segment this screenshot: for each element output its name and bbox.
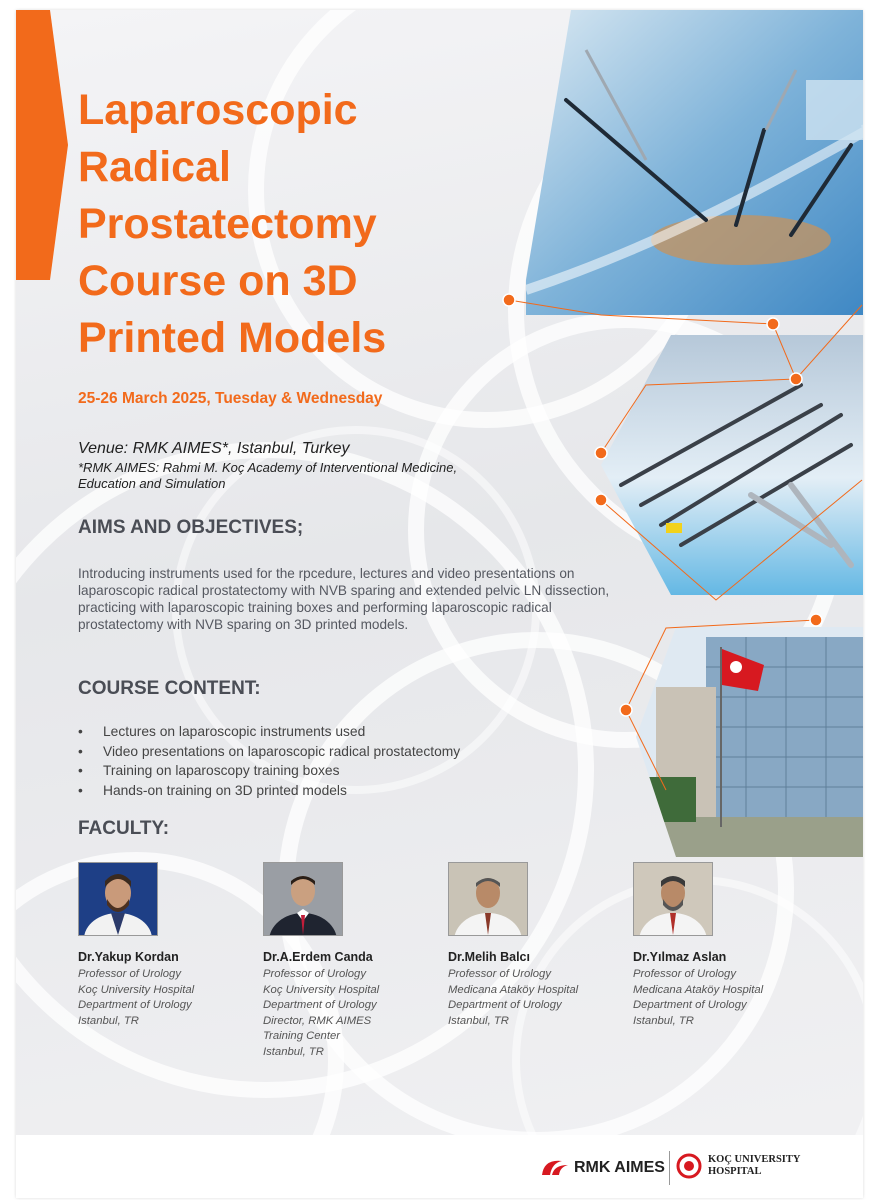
rmk-aims-logo-icon bbox=[540, 1157, 570, 1179]
course-content-heading: COURSE CONTENT: bbox=[78, 678, 261, 699]
faculty-heading: FACULTY: bbox=[78, 818, 170, 839]
faculty-details: Professor of Urology Medicana Ataköy Hospital Department of Urology Istanbul, TR bbox=[448, 968, 579, 1027]
avatar bbox=[633, 862, 713, 936]
faculty-name: Dr.Melih Balcı bbox=[448, 950, 530, 964]
course-date: 25-26 March 2025, Tuesday & Wednesday bbox=[78, 390, 383, 407]
koc-university-text: KOÇ UNIVERSITY HOSPITAL bbox=[708, 1154, 801, 1177]
avatar bbox=[263, 862, 343, 936]
venue-note: *RMK AIMES: Rahmi M. Koç Academy of Interventional Medicine, Education and Simulation bbox=[78, 460, 458, 491]
faculty-details: Professor of Urology Medicana Ataköy Hospital Department of Urology Istanbul, TR bbox=[633, 968, 764, 1027]
logo-divider bbox=[669, 1151, 670, 1185]
course-title: Laparoscopic Radical Prostatectomy Course on 3D Printed Models bbox=[78, 86, 387, 362]
avatar bbox=[448, 862, 528, 936]
koc-university-logo bbox=[676, 1153, 800, 1179]
rmk-aims-logo bbox=[540, 1157, 665, 1179]
poster bbox=[16, 10, 863, 1198]
venue: Venue: RMK AIMES*, Istanbul, Turkey bbox=[78, 440, 350, 457]
faculty-card bbox=[633, 862, 808, 1029]
faculty-name: Dr.Yılmaz Aslan bbox=[633, 950, 727, 964]
faculty-card bbox=[448, 862, 623, 1029]
faculty-details: Professor of Urology Koç University Hospital Department of Urology Istanbul, TR bbox=[78, 968, 195, 1027]
rmk-aims-text: RMK AIMES bbox=[574, 1159, 665, 1176]
aims-heading: AIMS AND OBJECTIVES; bbox=[78, 517, 304, 538]
footer bbox=[16, 1135, 863, 1198]
course-content-list bbox=[78, 722, 460, 800]
avatar bbox=[78, 862, 158, 936]
faculty-name: Dr.A.Erdem Canda bbox=[263, 950, 373, 964]
faculty-card bbox=[78, 862, 253, 1029]
koc-university-logo-icon bbox=[676, 1153, 702, 1179]
list-item: • Lectures on laparoscopic instruments used bbox=[78, 722, 460, 742]
aims-text: Introducing instruments used for the rpcedure, lectures and video presentations on laparoscopic radical prostatectomy with NVB sparing and extended pelvic LN dissection, practicing with laparoscopic training boxes and performing laparoscopic radical prostatectomy with NVB sparing on 3D printed models. bbox=[78, 566, 610, 632]
faculty-name: Dr.Yakup Kordan bbox=[78, 950, 179, 964]
faculty-card bbox=[263, 862, 438, 1060]
list-item: • Hands-on training on 3D printed models bbox=[78, 781, 460, 801]
list-item: • Video presentations on laparoscopic radical prostatectomy bbox=[78, 742, 460, 762]
list-item: • Training on laparoscopy training boxes bbox=[78, 761, 460, 781]
faculty-details: Professor of Urology Koç University Hospital Department of Urology Director, RMK AIMES Training Center Istanbul, TR bbox=[263, 968, 380, 1058]
